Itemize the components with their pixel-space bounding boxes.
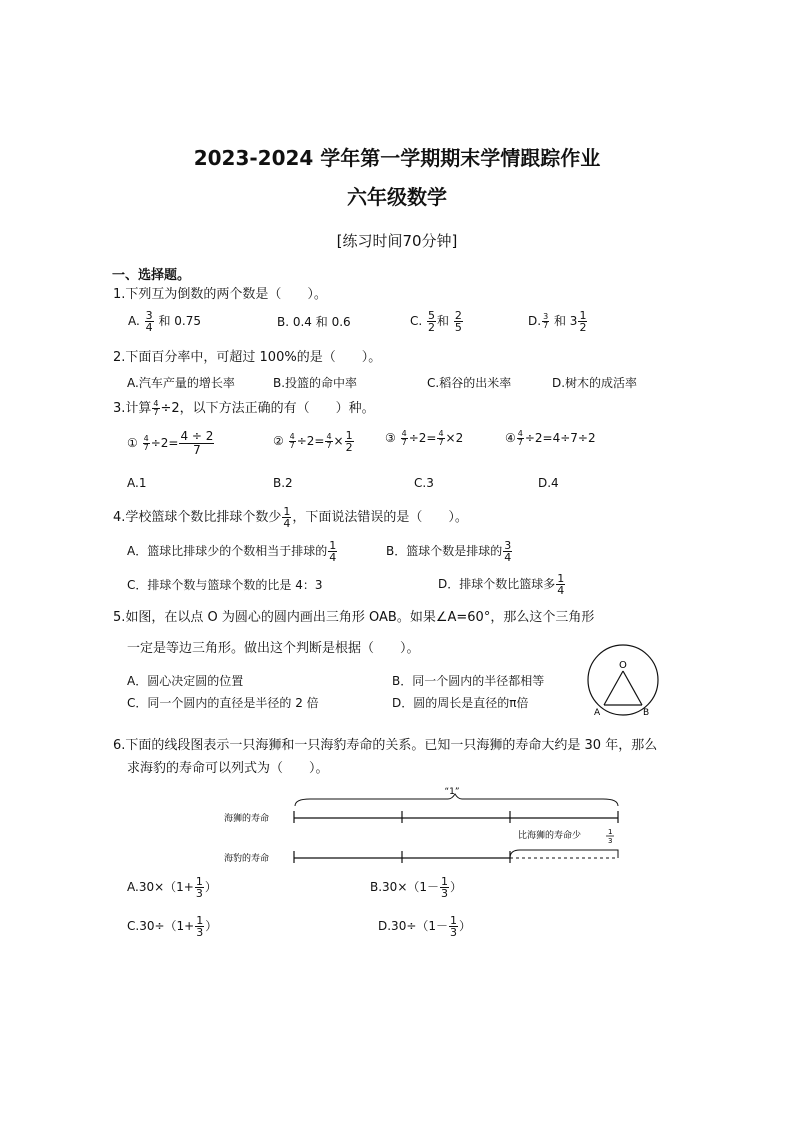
q6-stem-line1: 6.下面的线段图表示一只海狮和一只海豹寿命的关系。已知一只海狮的寿命大约是 30 年，那么 xyxy=(113,738,658,753)
q1-option-a[interactable] xyxy=(128,310,201,333)
q1-d-text: 和 3 xyxy=(553,314,578,328)
q3-option-a[interactable]: A.1 xyxy=(127,476,147,490)
q6-option-d[interactable]: D.30÷（1－ $\frac{1}{3}$ ） xyxy=(378,914,472,939)
q4-stem-pre: 4.学校篮球个数比排球个数少 xyxy=(113,510,282,525)
q4-option-d[interactable]: D．排球个数比篮球多 $\frac{1}{4}$ xyxy=(438,572,565,597)
q6-option-b[interactable]: B.30×（1－ $\frac{1}{3}$ ） xyxy=(370,875,463,900)
q1-c-label: C. xyxy=(410,314,423,328)
q5-option-b[interactable]: B．同一个圆内的半径都相等 xyxy=(392,674,545,688)
q4-stem-post: ，下面说法错误的是（ ）。 xyxy=(292,510,468,525)
q3-stem-post: ÷2，以下方法正确的有（ ）种。 xyxy=(160,401,375,416)
segment-diagram xyxy=(220,782,630,868)
q3-stem xyxy=(113,400,375,417)
q5-stem-line1: 5.如图，在以点 O 为圆心的圆内画出三角形 OAB。如果∠A=60°，那么这个三角形 xyxy=(113,610,595,625)
q2-option-c[interactable]: C.稻谷的出米率 xyxy=(427,376,512,390)
q2-option-b[interactable]: B.投篮的命中率 xyxy=(273,376,358,390)
q6-option-a[interactable]: A.30×（1+ $\frac{1}{3}$ ） xyxy=(127,875,217,900)
point-a-label: A xyxy=(594,708,601,718)
q3-option-b[interactable]: B.2 xyxy=(273,476,293,490)
less-frac-den: 3 xyxy=(608,837,613,845)
q5-stem-line2: 一定是等边三角形。做出这个判断是根据（ ）。 xyxy=(127,641,420,656)
less-brace xyxy=(510,850,618,858)
unit-brace xyxy=(295,794,618,806)
q1-option-c[interactable] xyxy=(410,310,464,333)
q1-c-text: 和 xyxy=(437,314,450,328)
q3-method-3: ③ $\frac{4}{7}$ ÷2= $\frac{4}{7}$ ×2 xyxy=(385,429,464,447)
q4-stem xyxy=(113,506,468,529)
q3-method-1: ① $\frac{4}{7}$ ÷2= $\frac{4 \div 2}{7}$ xyxy=(127,429,214,457)
seal-label: 海豹的寿命 xyxy=(224,854,270,864)
page-subtitle: 六年级数学 xyxy=(347,185,447,209)
q1-option-d[interactable] xyxy=(528,310,588,333)
fraction: $\frac{3}{7}$ xyxy=(543,312,549,330)
q2-option-a[interactable]: A.汽车产量的增长率 xyxy=(127,376,235,390)
radius-ob xyxy=(623,671,642,705)
unit-label: “1” xyxy=(444,787,460,797)
q2-stem: 2.下面百分率中，可超过 100%的是（ ）。 xyxy=(113,350,382,365)
circle-figure xyxy=(580,640,670,720)
fraction: $\frac{3}{4}$ xyxy=(145,309,153,334)
q3-option-d[interactable]: D.4 xyxy=(538,476,559,490)
q3-method-2: ② $\frac{4}{7}$ ÷2= $\frac{4}{7}$ × $\frac{1}{2}$ xyxy=(273,429,353,454)
q4-option-c[interactable]: C．排球个数与篮球个数的比是 4：3 xyxy=(127,578,323,592)
q4-option-b[interactable]: B．篮球个数是排球的 $\frac{3}{4}$ xyxy=(386,539,512,564)
fraction: $\frac{1}{4}$ xyxy=(283,505,291,530)
q6-stem-line2: 求海豹的寿命可以列式为（ ）。 xyxy=(127,761,329,776)
q1-a-label: A. xyxy=(128,314,140,328)
fraction: $\frac{1}{2}$ xyxy=(579,309,587,334)
fraction: $\frac{5}{2}$ xyxy=(428,309,436,334)
q5-option-d[interactable]: D．圆的周长是直径的π倍 xyxy=(392,696,529,710)
q1-d-label: D. xyxy=(528,314,542,328)
q1-stem: 1.下列互为倒数的两个数是（ ）。 xyxy=(113,287,327,302)
q2-option-d[interactable]: D.树木的成活率 xyxy=(552,376,638,390)
q3-option-c[interactable]: C.3 xyxy=(414,476,434,490)
radius-oa xyxy=(604,671,623,705)
page-title: 2023-2024 学年第一学期期末学情跟踪作业 xyxy=(193,146,601,170)
q5-option-a[interactable]: A．圆心决定圆的位置 xyxy=(127,674,244,688)
less-frac-num: 1 xyxy=(608,828,613,836)
point-b-label: B xyxy=(643,708,650,718)
time-note: [练习时间70分钟] xyxy=(336,232,458,250)
fraction: $\frac{4}{7}$ xyxy=(153,399,159,417)
section-heading: 一、选择题。 xyxy=(112,268,191,283)
q3-method-4: ④ $\frac{4}{7}$ ÷2=4÷7÷2 xyxy=(505,429,596,447)
less-label: 比海狮的寿命少 xyxy=(518,831,582,841)
q5-option-c[interactable]: C．同一个圆内的直径是半径的 2 倍 xyxy=(127,696,319,710)
sealion-label: 海狮的寿命 xyxy=(224,814,270,824)
q4-option-a[interactable]: A．篮球比排球少的个数相当于排球的 $\frac{1}{4}$ xyxy=(127,539,337,564)
fraction: $\frac{2}{5}$ xyxy=(454,309,462,334)
q1-a-text: 和 0.75 xyxy=(158,314,202,328)
q3-stem-pre: 3.计算 xyxy=(113,401,152,416)
point-o-label: O xyxy=(619,660,627,671)
q6-option-c[interactable]: C.30÷（1+ $\frac{1}{3}$ ） xyxy=(127,914,218,939)
q1-option-b[interactable]: B. 0.4 和 0.6 xyxy=(277,315,351,329)
